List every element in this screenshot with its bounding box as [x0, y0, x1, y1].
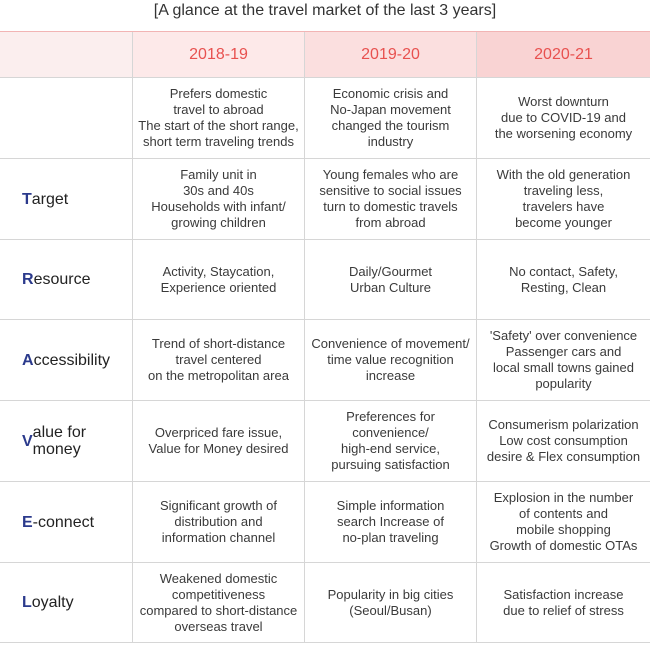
table-cell: Satisfaction increase due to relief of stress — [503, 586, 624, 618]
table-cell: Consumerism polarization Low cost consumption desire & Flex consumption — [486, 417, 641, 464]
table-cell: Prefers domestic travel to abroad The start of the short range, short term traveling trends — [133, 78, 305, 158]
table-cell: Overpriced fare issue, Value for Money desired — [133, 401, 305, 481]
table-row-loyalty — [0, 563, 650, 643]
table-cell: Explosion in the number of contents and mobile shopping Growth of domestic OTAs — [489, 490, 638, 553]
table-cell: Daily/Gourmet Urban Culture — [305, 240, 477, 319]
row-label-resource: R esource — [0, 240, 133, 319]
table-cell: Preferences for convenience/ high-end service, pursuing satisfaction — [305, 401, 477, 481]
table-cell: 'Safety' over convenience Passenger cars and local small towns gained popularity — [489, 328, 638, 391]
table-row-overview — [0, 78, 650, 159]
row-label-value-for-money: V alue for money — [0, 401, 133, 481]
header-cell-2018-19: 2018-19 — [133, 32, 305, 77]
row-label-target: T arget — [0, 159, 133, 239]
header-cell-corner — [0, 32, 133, 77]
travel-market-table — [0, 31, 650, 643]
table-cell: Family unit in 30s and 40s Households with infant/ growing children — [133, 159, 305, 239]
table-cell: Trend of short-distance travel centered on the metropolitan area — [133, 320, 305, 400]
table-cell: Popularity in big cities (Seoul/Busan) — [305, 563, 477, 642]
row-label-e-connect: E -connect — [0, 482, 133, 562]
row-label-accessibility: A ccessibility — [0, 320, 133, 400]
header-cell-2020-21: 2020-21 — [477, 32, 650, 77]
table-row-e-connect — [0, 482, 650, 563]
table-cell: Activity, Staycation, Experience oriented — [133, 240, 305, 319]
table-row-target — [0, 159, 650, 240]
row-label-loyalty: L oyalty — [0, 563, 133, 642]
header-cell-2019-20: 2019-20 — [305, 32, 477, 77]
table-cell: Simple information search Increase of no-plan traveling — [305, 482, 477, 562]
table-cell: Worst downturn due to COVID-19 and the worsening economy — [494, 94, 633, 141]
table-cell: Significant growth of distribution and information channel — [133, 482, 305, 562]
table-row-accessibility — [0, 320, 650, 401]
table-header-row — [0, 32, 650, 78]
table-cell: Economic crisis and No-Japan movement changed the tourism industry — [305, 78, 477, 158]
table-cell: No contact, Safety, Resting, Clean — [509, 263, 618, 295]
table-cell: With the old generation traveling less, travelers have become younger — [496, 167, 631, 230]
row-label-overview — [0, 78, 133, 158]
table-row-value-for-money — [0, 401, 650, 482]
table-row-resource — [0, 240, 650, 320]
table-cell: Convenience of movement/ time value recognition increase — [305, 320, 477, 400]
table-cell: Young females who are sensitive to social issues turn to domestic travels from abroad — [305, 159, 477, 239]
table-cell: Weakened domestic competitiveness compared to short-distance overseas travel — [133, 563, 305, 642]
page-title: [A glance at the travel market of the last 3 years] — [153, 2, 497, 19]
